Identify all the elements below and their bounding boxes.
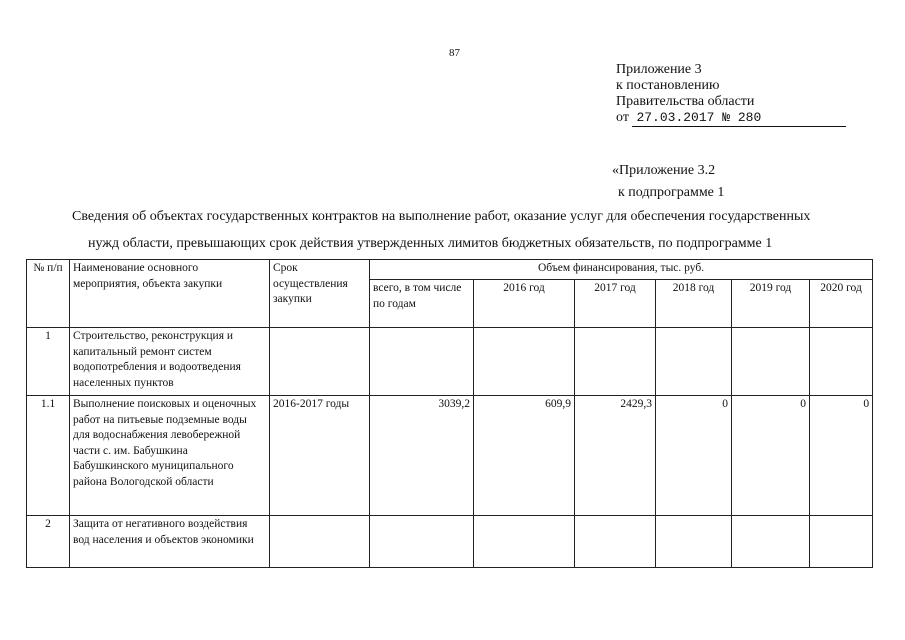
header-term: Срок осуществления закупки — [270, 260, 370, 328]
annex-line-government: Правительства области — [616, 94, 755, 109]
row-2020 — [810, 516, 873, 568]
row-2020: 0 — [810, 396, 873, 516]
row-2017: 2429,3 — [575, 396, 656, 516]
document-title-line1: Сведения об объектах государственных контрактов на выполнение работ, оказание услуг для обеспечения государственных — [72, 209, 811, 224]
contracts-table — [26, 259, 873, 568]
header-2019: 2019 год — [732, 280, 810, 328]
row-term: 2016-2017 годы — [270, 396, 370, 516]
annex-date-line — [616, 110, 846, 127]
row-name: Выполнение поисковых и оценочных работ на питьевые подземные воды для водоснабжения левобережной части с. им. Бабушкина Бабушкинского муниципального района Вологодской области — [70, 396, 270, 516]
row-total: 3039,2 — [370, 396, 474, 516]
table-row — [27, 328, 873, 396]
header-2018: 2018 год — [656, 280, 732, 328]
annex-date-prefix: от — [616, 110, 629, 125]
row-total — [370, 516, 474, 568]
row-2019 — [732, 328, 810, 396]
header-funding: Объем финансирования, тыс. руб. — [370, 260, 873, 280]
annex-date-underline — [632, 110, 846, 127]
row-name: Строительство, реконструкция и капитальный ремонт систем водопотребления и водоотведения населенных пунктов — [70, 328, 270, 396]
annex-line-resolution: к постановлению — [616, 78, 720, 93]
row-2018 — [656, 516, 732, 568]
table-header-row — [27, 260, 873, 280]
row-2016 — [474, 516, 575, 568]
annex2-subprogram: к подпрограмме 1 — [618, 185, 725, 200]
header-name: Наименование основного мероприятия, объекта закупки — [70, 260, 270, 328]
page-number: 87 — [449, 47, 460, 59]
annex-title: Приложение 3 — [616, 62, 702, 77]
row-2019 — [732, 516, 810, 568]
row-2020 — [810, 328, 873, 396]
annex-header — [616, 62, 846, 127]
document-title-line2: нужд области, превышающих срок действия утвержденных лимитов бюджетных обязательств, по подпрограмме 1 — [88, 236, 773, 251]
row-2018: 0 — [656, 396, 732, 516]
table-row — [27, 396, 873, 516]
annex2-header — [612, 160, 724, 204]
table-row — [27, 516, 873, 568]
row-total — [370, 328, 474, 396]
header-2020: 2020 год — [810, 280, 873, 328]
row-num: 1.1 — [27, 396, 70, 516]
row-2019: 0 — [732, 396, 810, 516]
header-2017: 2017 год — [575, 280, 656, 328]
row-term — [270, 328, 370, 396]
header-2016: 2016 год — [474, 280, 575, 328]
row-name: Защита от негативного воздействия вод населения и объектов экономики — [70, 516, 270, 568]
row-2016: 609,9 — [474, 396, 575, 516]
annex2-title: «Приложение 3.2 — [612, 163, 716, 178]
row-2018 — [656, 328, 732, 396]
header-total: всего, в том числе по годам — [370, 280, 474, 328]
row-2017 — [575, 516, 656, 568]
row-2016 — [474, 328, 575, 396]
row-num: 2 — [27, 516, 70, 568]
header-num: № п/п — [27, 260, 70, 328]
row-2017 — [575, 328, 656, 396]
annex-date-value: 27.03.2017 № 280 — [636, 110, 762, 125]
row-term — [270, 516, 370, 568]
row-num: 1 — [27, 328, 70, 396]
